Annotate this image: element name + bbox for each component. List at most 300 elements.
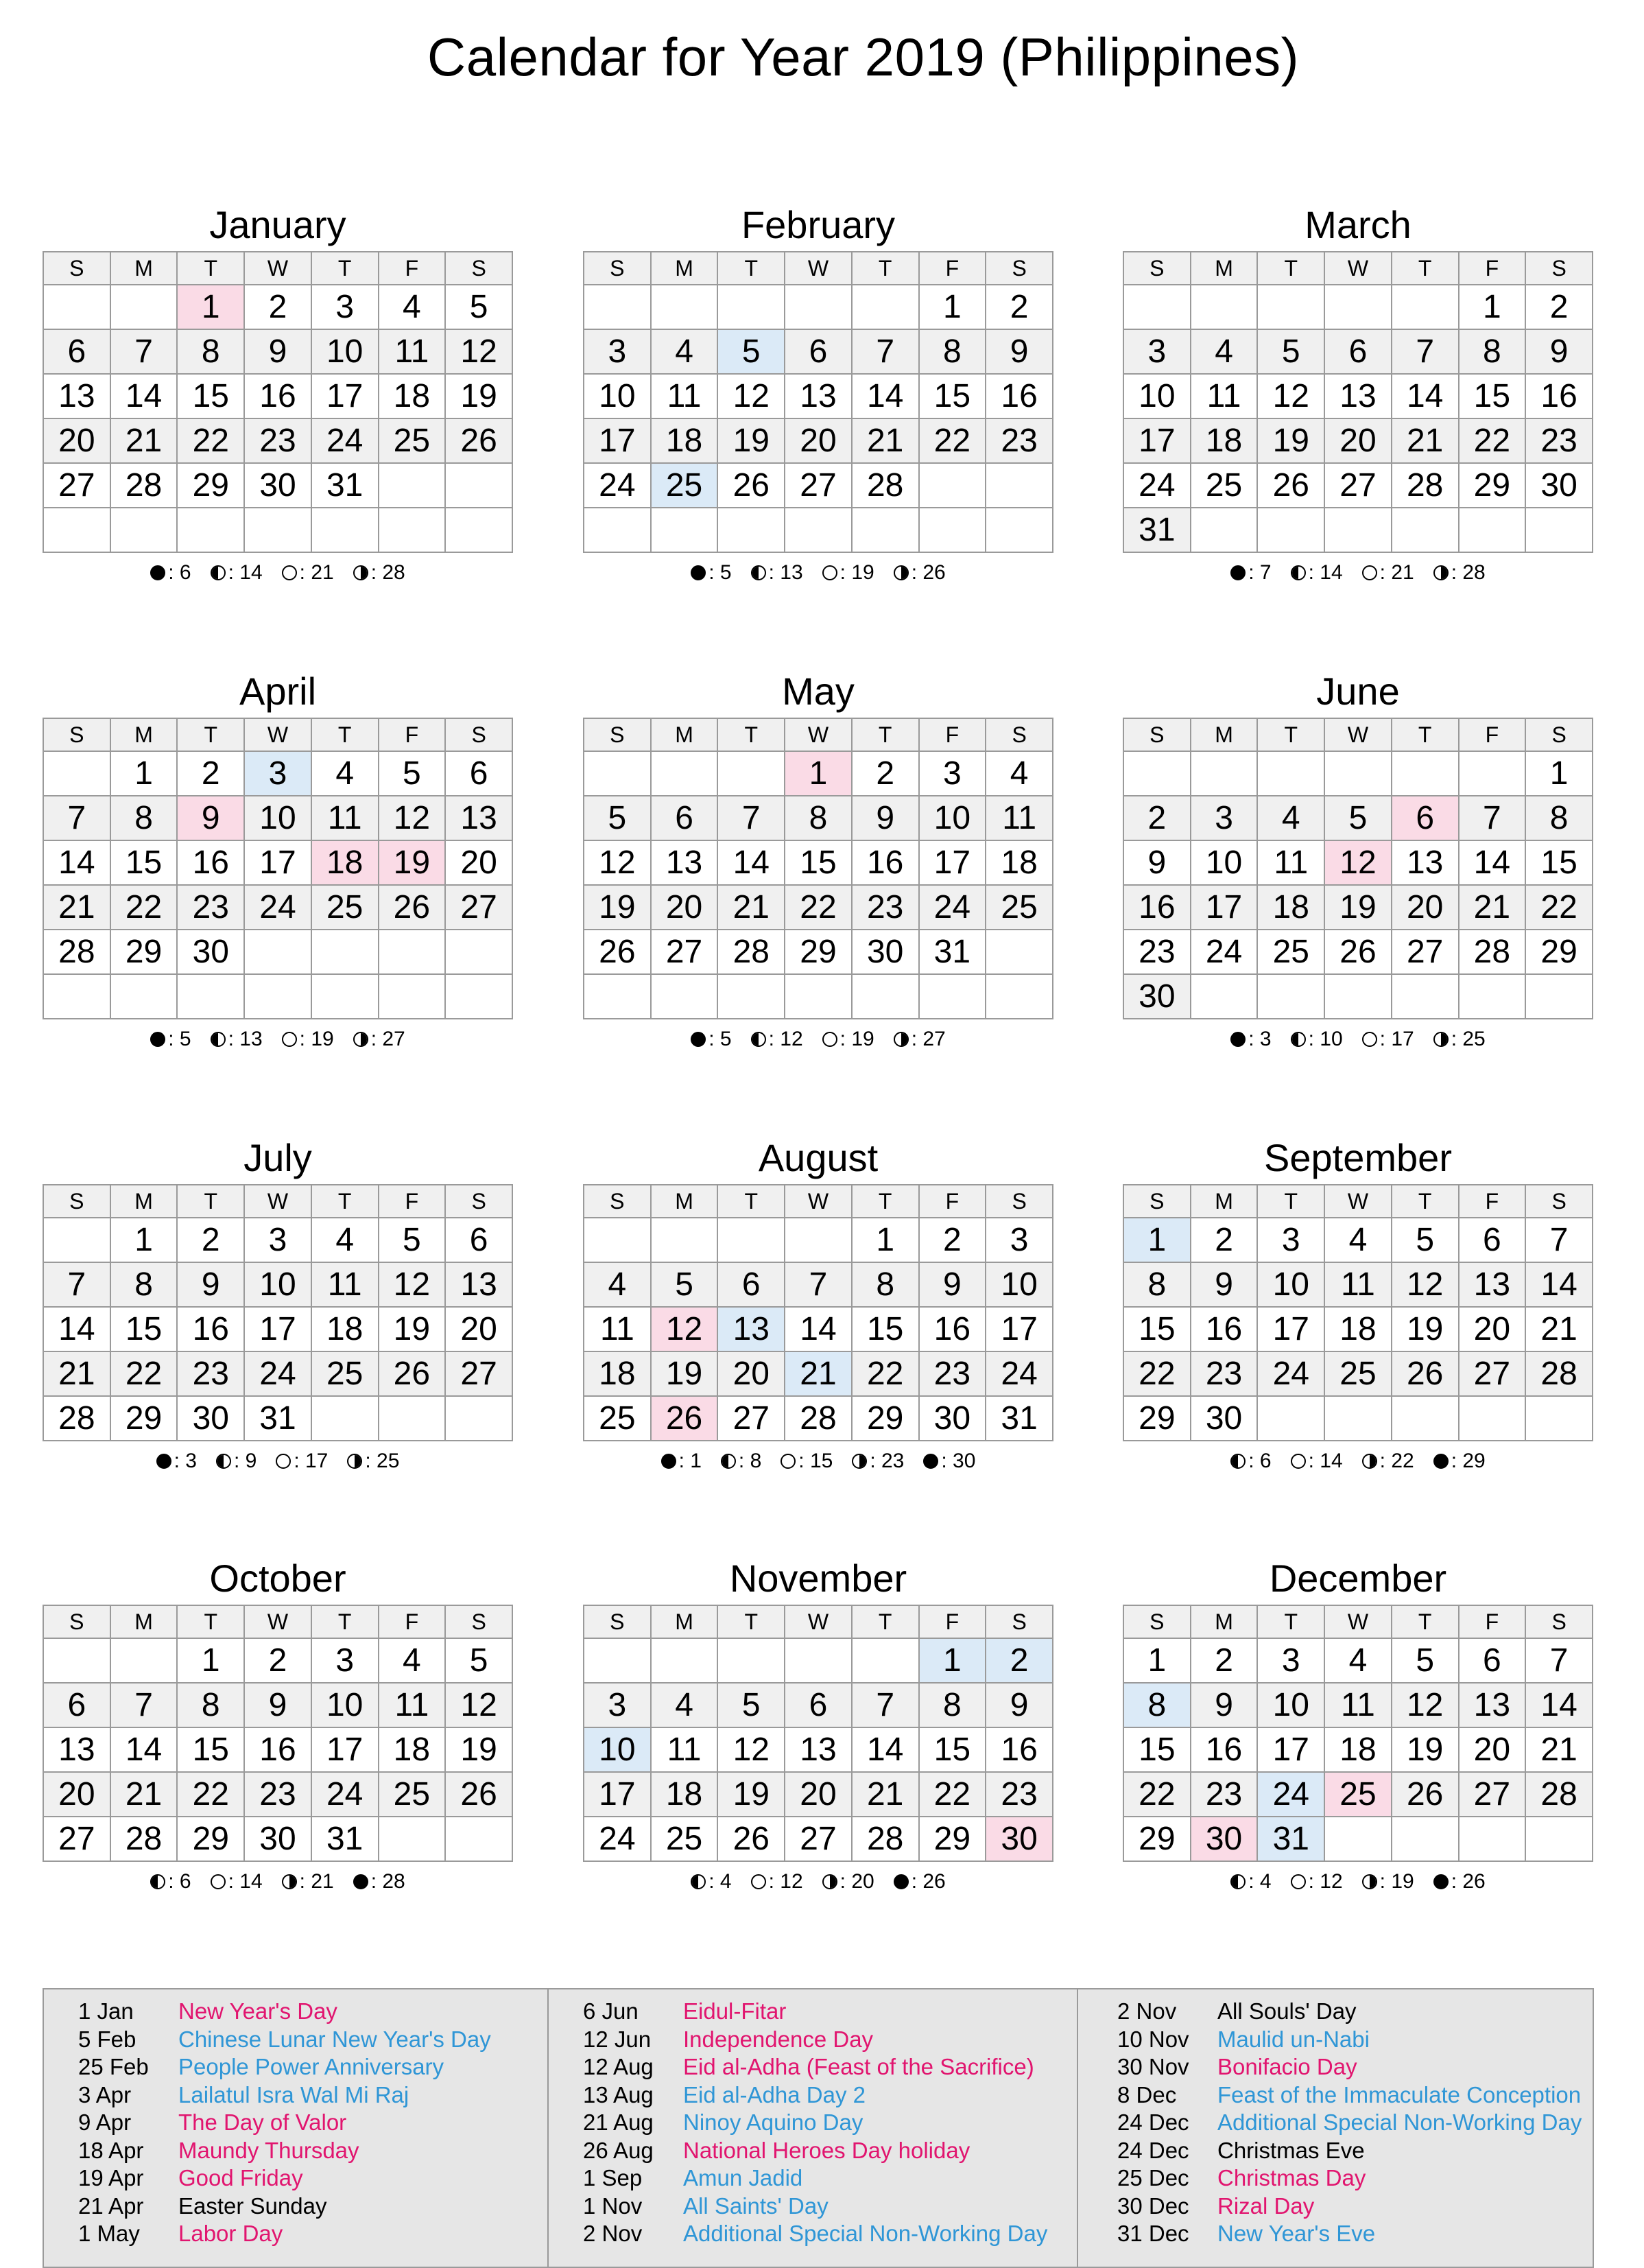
- moon-phase-item: [751, 561, 803, 584]
- day-cell: 11: [311, 1262, 379, 1307]
- new-moon-icon: [150, 565, 165, 580]
- day-cell: [1324, 974, 1392, 1019]
- holiday-name: Easter Sunday: [178, 2193, 327, 2219]
- day-cell: [445, 1396, 512, 1441]
- moon-phase-day: : 8: [738, 1450, 762, 1472]
- moon-phase-day: : 26: [1451, 1870, 1486, 1893]
- holiday-row: [583, 2193, 1047, 2221]
- moon-phase-item: [1362, 1450, 1414, 1473]
- day-cell: 4: [1324, 1638, 1392, 1683]
- day-cell: 28: [852, 1817, 919, 1861]
- day-cell: 17: [244, 840, 311, 885]
- day-cell: 13: [445, 796, 512, 840]
- day-cell: [244, 930, 311, 974]
- moon-phases: [1123, 1870, 1593, 1893]
- day-cell: 19: [717, 1772, 785, 1817]
- day-cell: 6: [445, 1218, 512, 1262]
- moon-phase-day: : 28: [370, 1870, 405, 1893]
- weekday-header: F: [1459, 252, 1526, 285]
- moon-phase-item: [211, 561, 263, 584]
- last-moon-icon: [852, 1454, 867, 1469]
- day-cell: 18: [1257, 885, 1324, 930]
- weekday-header: M: [651, 1185, 718, 1218]
- day-cell: 29: [919, 1817, 986, 1861]
- weekday-header: F: [1459, 1605, 1526, 1638]
- holiday-date: 18 Apr: [78, 2137, 144, 2163]
- day-cell: 28: [852, 463, 919, 508]
- holiday-name: Bonifacio Day: [1217, 2054, 1357, 2079]
- moon-phase-item: [661, 1450, 702, 1473]
- weekday-header: F: [379, 1605, 446, 1638]
- day-cell: 27: [1324, 463, 1392, 508]
- holiday-name: Independence Day: [683, 2026, 874, 2052]
- holiday-name: Chinese Lunar New Year's Day: [178, 2026, 491, 2052]
- moon-phase-item: [1291, 1028, 1343, 1051]
- last-moon-icon: [347, 1454, 362, 1469]
- first-moon-icon: [751, 565, 766, 580]
- day-cell: 23: [1123, 930, 1191, 974]
- day-cell: 6: [1392, 796, 1459, 840]
- column-divider: [1077, 1989, 1078, 2267]
- day-cell: 23: [244, 1772, 311, 1817]
- day-cell: 6: [43, 329, 110, 374]
- first-moon-icon: [211, 1032, 226, 1047]
- holiday-row: [78, 2053, 491, 2081]
- holiday-date: 30 Nov: [1117, 2054, 1189, 2079]
- day-cell: 24: [919, 885, 986, 930]
- day-cell: 26: [717, 463, 785, 508]
- day-cell: 1: [919, 1638, 986, 1683]
- new-moon-icon: [1433, 1454, 1449, 1469]
- day-cell: 12: [379, 1262, 446, 1307]
- weekday-header: S: [1123, 252, 1191, 285]
- moon-phase-item: [150, 1028, 191, 1051]
- day-cell: 6: [1459, 1218, 1526, 1262]
- moon-phase-item: [216, 1450, 257, 1473]
- day-cell: 12: [651, 1307, 718, 1351]
- weekday-header: T: [177, 1185, 244, 1218]
- day-cell: 29: [177, 1817, 244, 1861]
- new-moon-icon: [1230, 1032, 1246, 1047]
- day-cell: [110, 974, 178, 1019]
- holiday-row: [78, 2164, 491, 2193]
- weekday-header: S: [1525, 1185, 1593, 1218]
- month-title: March: [1305, 203, 1411, 246]
- holiday-name: Ninoy Aquino Day: [683, 2110, 863, 2135]
- day-cell: 3: [311, 1638, 379, 1683]
- day-cell: 18: [311, 840, 379, 885]
- weekday-header: T: [177, 252, 244, 285]
- day-cell: 17: [311, 374, 379, 418]
- moon-phase-day: : 19: [839, 561, 874, 584]
- holiday-name: The Day of Valor: [178, 2110, 347, 2135]
- day-cell: 11: [986, 796, 1053, 840]
- weekday-header: S: [1123, 1185, 1191, 1218]
- day-cell: 1: [1459, 285, 1526, 329]
- moon-phase-day: : 21: [1379, 561, 1414, 584]
- day-cell: 8: [852, 1262, 919, 1307]
- holiday-date: 2 Nov: [583, 2221, 643, 2246]
- holiday-row: [1117, 2026, 1582, 2054]
- month-title: May: [782, 670, 855, 713]
- weekday-header: T: [717, 1185, 785, 1218]
- moon-phases: [43, 561, 513, 584]
- day-cell: [986, 463, 1053, 508]
- weekday-header: T: [1392, 252, 1459, 285]
- day-cell: 17: [1257, 1727, 1324, 1772]
- moon-phase-item: [347, 1450, 399, 1473]
- day-cell: 14: [1392, 374, 1459, 418]
- day-cell: 2: [1525, 285, 1593, 329]
- day-cell: [1392, 751, 1459, 796]
- day-cell: 27: [1392, 930, 1459, 974]
- day-cell: 30: [177, 1396, 244, 1441]
- day-cell: 2: [919, 1218, 986, 1262]
- day-cell: 21: [43, 1351, 110, 1396]
- holiday-date: 6 Jun: [583, 1998, 639, 2024]
- moon-phase-item: [353, 561, 405, 584]
- weekday-header: M: [651, 718, 718, 751]
- moon-phases: [43, 1028, 513, 1051]
- day-cell: 23: [177, 1351, 244, 1396]
- moon-phase-item: [1230, 561, 1271, 584]
- day-cell: [584, 1638, 651, 1683]
- month-title: August: [758, 1136, 879, 1179]
- new-moon-icon: [353, 1874, 368, 1889]
- new-moon-icon: [1433, 1874, 1449, 1889]
- moon-phase-day: : 14: [1308, 1450, 1343, 1472]
- day-cell: 13: [785, 1727, 852, 1772]
- moon-phase-day: : 26: [911, 1870, 946, 1893]
- day-cell: [311, 508, 379, 552]
- moon-phases: [43, 1870, 513, 1893]
- holiday-row: [78, 2109, 491, 2137]
- day-cell: [379, 463, 446, 508]
- moon-phase-item: [1433, 1450, 1486, 1473]
- first-moon-icon: [216, 1454, 231, 1469]
- moon-phase-item: [1230, 1450, 1271, 1473]
- day-cell: 27: [43, 1817, 110, 1861]
- day-cell: 24: [1191, 930, 1258, 974]
- holiday-row: [583, 2109, 1047, 2137]
- day-cell: [785, 285, 852, 329]
- day-cell: 6: [717, 1262, 785, 1307]
- day-cell: 11: [1324, 1262, 1392, 1307]
- day-cell: 3: [1257, 1638, 1324, 1683]
- holiday-date: 10 Nov: [1117, 2026, 1189, 2052]
- holiday-date: 24 Dec: [1117, 2110, 1189, 2135]
- day-cell: 26: [584, 930, 651, 974]
- day-cell: 6: [445, 751, 512, 796]
- day-cell: 14: [110, 1727, 178, 1772]
- day-cell: 8: [177, 329, 244, 374]
- day-cell: 29: [785, 930, 852, 974]
- day-cell: 21: [110, 418, 178, 463]
- moon-phase-day: : 4: [708, 1870, 732, 1893]
- moon-phase-item: [1291, 1450, 1343, 1473]
- day-cell: [110, 1638, 178, 1683]
- weekday-header: S: [584, 1605, 651, 1638]
- moon-phase-item: [1362, 1028, 1414, 1051]
- moon-phase-item: [150, 561, 191, 584]
- day-cell: 31: [311, 1817, 379, 1861]
- day-cell: [110, 285, 178, 329]
- weekday-header: S: [43, 252, 110, 285]
- moon-phase-day: : 21: [299, 561, 334, 584]
- holiday-date: 5 Feb: [78, 2026, 136, 2052]
- day-cell: 7: [852, 329, 919, 374]
- moon-phase-item: [822, 561, 874, 584]
- day-cell: 28: [110, 463, 178, 508]
- day-cell: 20: [717, 1351, 785, 1396]
- moon-phase-day: : 12: [1308, 1870, 1343, 1893]
- holiday-name: Maulid un-Nabi: [1217, 2026, 1370, 2052]
- day-cell: [43, 751, 110, 796]
- month-table: [583, 1605, 1053, 1862]
- weekday-header: T: [1392, 718, 1459, 751]
- month-february: [583, 199, 1053, 584]
- day-cell: 14: [785, 1307, 852, 1351]
- day-cell: 31: [311, 463, 379, 508]
- day-cell: 31: [919, 930, 986, 974]
- day-cell: 5: [1257, 329, 1324, 374]
- day-cell: 15: [1459, 374, 1526, 418]
- new-moon-icon: [691, 1032, 706, 1047]
- moon-phases: [1123, 1450, 1593, 1473]
- day-cell: 7: [1459, 796, 1526, 840]
- day-cell: 18: [1191, 418, 1258, 463]
- day-cell: 17: [244, 1307, 311, 1351]
- day-cell: 24: [584, 463, 651, 508]
- day-cell: 18: [311, 1307, 379, 1351]
- day-cell: 3: [1123, 329, 1191, 374]
- month-table: [43, 718, 513, 1019]
- day-cell: 24: [1257, 1351, 1324, 1396]
- day-cell: 7: [1525, 1218, 1593, 1262]
- day-cell: [651, 1638, 718, 1683]
- moon-phase-day: : 14: [228, 1870, 263, 1893]
- holiday-row: [583, 2220, 1047, 2248]
- day-cell: 25: [1324, 1772, 1392, 1817]
- day-cell: 4: [379, 285, 446, 329]
- day-cell: 4: [584, 1262, 651, 1307]
- day-cell: 11: [1257, 840, 1324, 885]
- day-cell: 3: [584, 1683, 651, 1727]
- day-cell: [1191, 751, 1258, 796]
- day-cell: 6: [43, 1683, 110, 1727]
- weekday-header: F: [1459, 718, 1526, 751]
- day-cell: 9: [1191, 1683, 1258, 1727]
- new-moon-icon: [894, 1874, 909, 1889]
- day-cell: [1392, 1396, 1459, 1441]
- day-cell: 21: [717, 885, 785, 930]
- weekday-header: S: [986, 1605, 1053, 1638]
- month-title: June: [1316, 670, 1400, 713]
- moon-phase-item: [691, 1870, 731, 1893]
- full-moon-icon: [822, 565, 837, 580]
- day-cell: 28: [1392, 463, 1459, 508]
- holiday-name: All Saints' Day: [683, 2193, 829, 2219]
- day-cell: 15: [110, 1307, 178, 1351]
- day-cell: [986, 508, 1053, 552]
- moon-phases: [583, 1450, 1053, 1473]
- weekday-header: S: [445, 252, 512, 285]
- moon-phases: [1123, 1028, 1593, 1051]
- day-cell: 21: [1525, 1727, 1593, 1772]
- month-june: [1123, 665, 1593, 1051]
- full-moon-icon: [282, 565, 297, 580]
- day-cell: 22: [1459, 418, 1526, 463]
- day-cell: 21: [785, 1351, 852, 1396]
- day-cell: 13: [785, 374, 852, 418]
- day-cell: 28: [43, 930, 110, 974]
- holiday-row: [583, 2026, 1047, 2054]
- moon-phase-day: : 3: [174, 1450, 197, 1472]
- day-cell: 11: [1324, 1683, 1392, 1727]
- day-cell: 11: [584, 1307, 651, 1351]
- moon-phase-item: [1230, 1028, 1271, 1051]
- holiday-date: 21 Apr: [78, 2193, 144, 2219]
- moon-phase-day: : 15: [798, 1450, 833, 1472]
- day-cell: 1: [919, 285, 986, 329]
- day-cell: [919, 508, 986, 552]
- moon-phase-item: [282, 561, 334, 584]
- day-cell: 7: [43, 1262, 110, 1307]
- day-cell: [852, 1638, 919, 1683]
- moon-phase-day: : 13: [768, 561, 803, 584]
- day-cell: 5: [717, 1683, 785, 1727]
- day-cell: 15: [177, 1727, 244, 1772]
- day-cell: 31: [244, 1396, 311, 1441]
- month-table: [1123, 1184, 1593, 1441]
- day-cell: 23: [986, 1772, 1053, 1817]
- holiday-row: [583, 1998, 1047, 2026]
- moon-phase-day: : 21: [299, 1870, 334, 1893]
- day-cell: 15: [110, 840, 178, 885]
- day-cell: 14: [852, 1727, 919, 1772]
- moon-phase-item: [353, 1870, 405, 1893]
- full-moon-icon: [282, 1032, 297, 1047]
- weekday-header: F: [919, 1185, 986, 1218]
- day-cell: 16: [177, 1307, 244, 1351]
- holiday-date: 31 Dec: [1117, 2221, 1189, 2246]
- day-cell: 3: [311, 285, 379, 329]
- moon-phase-day: : 13: [228, 1028, 263, 1050]
- day-cell: 11: [651, 1727, 718, 1772]
- day-cell: 22: [852, 1351, 919, 1396]
- moon-phase-item: [691, 561, 731, 584]
- weekday-header: T: [1392, 1605, 1459, 1638]
- day-cell: 28: [717, 930, 785, 974]
- day-cell: 21: [852, 1772, 919, 1817]
- weekday-header: W: [244, 718, 311, 751]
- holiday-date: 1 Sep: [583, 2165, 643, 2190]
- day-cell: 1: [1123, 1638, 1191, 1683]
- day-cell: 21: [1459, 885, 1526, 930]
- day-cell: 13: [651, 840, 718, 885]
- day-cell: 5: [445, 1638, 512, 1683]
- day-cell: [1459, 1396, 1526, 1441]
- holiday-row: [78, 1998, 491, 2026]
- day-cell: 18: [651, 418, 718, 463]
- holiday-name: National Heroes Day holiday: [683, 2137, 970, 2163]
- day-cell: 4: [311, 1218, 379, 1262]
- month-title: October: [209, 1557, 346, 1600]
- day-cell: 9: [244, 329, 311, 374]
- weekday-header: S: [986, 1185, 1053, 1218]
- weekday-header: W: [785, 718, 852, 751]
- holiday-name: Lailatul Isra Wal Mi Raj: [178, 2081, 409, 2107]
- day-cell: 16: [244, 1727, 311, 1772]
- day-cell: [1257, 285, 1324, 329]
- weekday-header: S: [43, 718, 110, 751]
- day-cell: 10: [1257, 1683, 1324, 1727]
- holiday-row: [583, 2137, 1047, 2165]
- day-cell: 10: [1257, 1262, 1324, 1307]
- weekday-header: T: [311, 1605, 379, 1638]
- full-moon-icon: [1362, 1032, 1377, 1047]
- day-cell: [379, 1817, 446, 1861]
- day-cell: [445, 463, 512, 508]
- day-cell: 23: [1191, 1772, 1258, 1817]
- day-cell: [785, 974, 852, 1019]
- moon-phase-day: : 14: [228, 561, 263, 584]
- weekday-header: F: [379, 1185, 446, 1218]
- moon-phase-day: : 19: [1379, 1870, 1414, 1893]
- holiday-name: All Souls' Day: [1217, 1998, 1357, 2024]
- day-cell: 20: [1324, 418, 1392, 463]
- day-cell: 18: [1324, 1727, 1392, 1772]
- month-title: July: [243, 1136, 312, 1179]
- day-cell: 19: [717, 418, 785, 463]
- month-table: [583, 1184, 1053, 1441]
- day-cell: 27: [445, 885, 512, 930]
- day-cell: 15: [919, 1727, 986, 1772]
- day-cell: 14: [1459, 840, 1526, 885]
- holiday-list: [43, 1988, 1594, 2268]
- holiday-date: 30 Dec: [1117, 2193, 1189, 2219]
- day-cell: 4: [986, 751, 1053, 796]
- weekday-header: M: [110, 252, 178, 285]
- day-cell: 24: [986, 1351, 1053, 1396]
- day-cell: 30: [244, 1817, 311, 1861]
- day-cell: [1123, 751, 1191, 796]
- day-cell: 27: [717, 1396, 785, 1441]
- holiday-date: 3 Apr: [78, 2081, 132, 2107]
- holiday-date: 1 Nov: [583, 2193, 643, 2219]
- last-moon-icon: [353, 1032, 368, 1047]
- holiday-date: 13 Aug: [583, 2081, 654, 2107]
- holiday-date: 8 Dec: [1117, 2081, 1177, 2107]
- day-cell: 28: [785, 1396, 852, 1441]
- holiday-row: [583, 2053, 1047, 2081]
- moon-phase-day: : 5: [708, 561, 732, 584]
- moon-phases: [43, 1450, 513, 1473]
- month-may: [583, 665, 1053, 1051]
- day-cell: 10: [1123, 374, 1191, 418]
- moon-phase-item: [1433, 1028, 1486, 1051]
- weekday-header: M: [1191, 718, 1258, 751]
- holiday-row: [1117, 2081, 1582, 2110]
- day-cell: 22: [919, 418, 986, 463]
- moon-phase-item: [751, 1028, 803, 1051]
- day-cell: 12: [717, 374, 785, 418]
- day-cell: 5: [379, 751, 446, 796]
- day-cell: 22: [177, 1772, 244, 1817]
- day-cell: 16: [1191, 1307, 1258, 1351]
- weekday-header: M: [1191, 252, 1258, 285]
- day-cell: 31: [986, 1396, 1053, 1441]
